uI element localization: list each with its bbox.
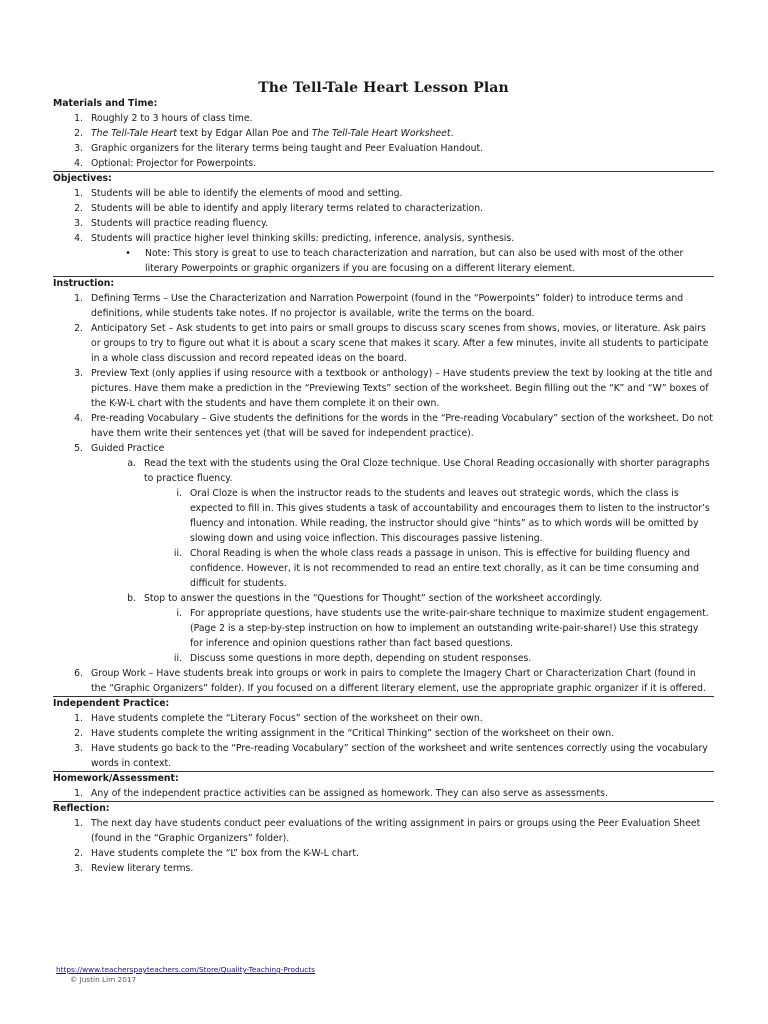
objectives-heading: Objectives: (53, 173, 112, 184)
list-item (53, 726, 714, 741)
list-number: 3. (74, 143, 83, 154)
list-number: 3. (74, 368, 83, 379)
instruction-heading: Instruction: (53, 278, 115, 289)
list-item (53, 711, 714, 726)
list-item (53, 666, 714, 696)
independent-practice-section (53, 696, 714, 771)
list-text: Pre-reading Vocabulary – Give students the definitions for the words in the “Pre-reading Vocabulary” section of the worksheet. Do not have them write their sentences yet (that will be saved for independent practice). (91, 413, 713, 439)
materials-section (53, 97, 714, 171)
page-title: The Tell-Tale Heart Lesson Plan (258, 80, 509, 96)
list-text: Students will practice higher level thinking skills: predicting, inference, analysis, synthesis. (91, 233, 515, 244)
reflection-heading: Reflection: (53, 803, 110, 814)
copyright-text: © Justin Lim 2017 (70, 975, 137, 984)
sub-list-item (53, 456, 714, 486)
list-text: Choral Reading is when the whole class reads a passage in unison. This is effective for building fluency and confidence. However, it is not recommended to read an entire text chorally, as it can be time consuming and difficult for students. (190, 548, 699, 589)
list-item (53, 846, 714, 861)
list-text (91, 126, 714, 141)
list-number: 1. (74, 818, 83, 829)
list-number: 1. (74, 113, 83, 124)
bullet-icon: • (125, 248, 131, 259)
story-title: The Tell-Tale Heart (91, 128, 177, 139)
list-text: The next day have students conduct peer evaluations of the writing assignment in pairs or groups using the Peer Evaluation Sheet (found in the “Graphic Organizers” folder). (91, 818, 701, 844)
list-number: 5. (74, 443, 83, 454)
list-item (53, 861, 714, 876)
instruction-section (53, 276, 714, 696)
list-roman: i. (176, 488, 182, 499)
list-text: Stop to answer the questions in the “Questions for Thought” section of the worksheet accordingly. (144, 593, 602, 604)
list-text: Any of the independent practice activities can be assigned as homework. They can also serve as assessments. (91, 788, 608, 799)
list-item (53, 111, 714, 126)
list-number: 4. (74, 233, 83, 244)
list-item (53, 411, 714, 441)
objectives-section (53, 171, 714, 276)
list-text: Have students complete the “L” box from the K-W-L chart. (91, 848, 359, 859)
list-number: 1. (74, 713, 83, 724)
list-text: Review literary terms. (91, 863, 194, 874)
lesson-plan-page (53, 76, 714, 876)
list-number: 2. (74, 848, 83, 859)
list-number: 1. (74, 293, 83, 304)
list-item (53, 816, 714, 846)
list-number: 6. (74, 668, 83, 679)
list-item (53, 741, 714, 771)
materials-heading: Materials and Time: (53, 98, 158, 109)
list-text: For appropriate questions, have students use the write-pair-share technique to maximize student engagement. (Page 2 is a step-by-step instruction on how to implement an outstanding write-pair-share!) Use this strategy for inference and opinion questions rather than fact based questions. (190, 608, 709, 649)
homework-section (53, 771, 714, 801)
list-text: Students will practice reading fluency. (91, 218, 269, 229)
list-item (53, 231, 714, 246)
list-roman: ii. (173, 548, 182, 559)
list-text: Guided Practice (91, 443, 165, 454)
sub-sub-list-item (53, 546, 714, 591)
sub-sub-list-item (53, 606, 714, 651)
worksheet-title: The Tell-Tale Heart Worksheet (311, 128, 451, 139)
list-text: Oral Cloze is when the instructor reads to the students and leaves out strategic words, which the class is expected to fill in. This gives students a task of accountability and encourages them to listen to the instructor’s fluency and intonation. While reading, the instructor should give “hints” as to which words will be omitted by slowing down and using voice inflection. This discourages passive listening. (190, 488, 710, 544)
list-item (53, 786, 714, 801)
list-item (53, 141, 714, 156)
list-letter: a. (127, 458, 136, 469)
list-item (53, 216, 714, 231)
list-text: Read the text with the students using the Oral Cloze technique. Use Choral Reading occasionally with shorter paragraphs to practice fluency. (144, 458, 710, 484)
list-text: Preview Text (only applies if using resource with a textbook or anthology) – Have students preview the text by looking at the title and pictures. Have them make a prediction in the “Previewing Texts” section of the worksheet. Begin filling out the “K” and “W” boxes of the K-W-L chart with the students and have them complete it on their own. (91, 368, 713, 409)
list-text-part: . (450, 128, 454, 139)
list-text: Group Work – Have students break into groups or work in pairs to complete the Imagery Chart or Characterization Chart (found in the “Graphic Organizers” folder). If you focused on a different literary element, use the appropriate graphic organizer if it is offered. (91, 668, 706, 694)
list-number: 4. (74, 413, 83, 424)
list-text: Anticipatory Set – Ask students to get into pairs or small groups to discuss scary scenes from shows, movies, or literature. Ask pairs or groups to try to figure out what it is about a scary scene that makes it scary. After a few minutes, invite all students to participate in a whole class discussion and record repeated ideas on the board. (91, 323, 709, 364)
list-number: 4. (74, 158, 83, 169)
sub-sub-list-item (53, 486, 714, 546)
list-text: Optional: Projector for Powerpoints. (91, 158, 257, 169)
list-roman: i. (176, 608, 182, 619)
list-item (53, 291, 714, 321)
list-text: Roughly 2 to 3 hours of class time. (91, 113, 253, 124)
list-item (53, 441, 714, 456)
note-bullet-item (53, 246, 714, 276)
list-text: Graphic organizers for the literary terms being taught and Peer Evaluation Handout. (91, 143, 484, 154)
list-text: Have students complete the writing assignment in the “Critical Thinking” section of the worksheet on their own. (91, 728, 615, 739)
list-number: 2. (74, 323, 83, 334)
list-item (53, 126, 714, 141)
note-text: Note: This story is great to use to teach characterization and narration, but can also be used with most of the other literary Powerpoints or graphic organizers if you are focusing on a different literary element. (145, 248, 684, 274)
list-number: 3. (74, 218, 83, 229)
sub-list-item (53, 591, 714, 606)
list-number: 1. (74, 788, 83, 799)
list-item (53, 186, 714, 201)
list-number: 2. (74, 728, 83, 739)
list-item (53, 321, 714, 366)
list-number: 3. (74, 863, 83, 874)
list-roman: ii. (173, 653, 182, 664)
list-text: Discuss some questions in more depth, depending on student responses. (190, 653, 532, 664)
list-text: Have students go back to the “Pre-reading Vocabulary” section of the worksheet and write sentences correctly using the vocabulary words in context. (91, 743, 708, 769)
independent-practice-heading: Independent Practice: (53, 698, 170, 709)
sub-sub-list-item (53, 651, 714, 666)
homework-heading: Homework/Assessment: (53, 773, 179, 784)
list-text: Students will be able to identify and apply literary terms related to characterization. (91, 203, 484, 214)
list-number: 2. (74, 203, 83, 214)
list-number: 1. (74, 188, 83, 199)
list-number: 3. (74, 743, 83, 754)
list-item (53, 156, 714, 171)
list-letter: b. (127, 593, 136, 604)
list-number: 2. (74, 128, 83, 139)
list-item (53, 366, 714, 411)
page-footer (56, 965, 315, 985)
list-text: Defining Terms – Use the Characterization and Narration Powerpoint (found in the “Powerpoints” folder) to introduce terms and definitions, while students take notes. If no projector is available, write the terms on the board. (91, 293, 684, 319)
list-item (53, 201, 714, 216)
reflection-section (53, 801, 714, 876)
list-text-part: text by Edgar Allan Poe and (176, 128, 312, 139)
list-text: Have students complete the “Literary Focus” section of the worksheet on their own. (91, 713, 483, 724)
store-link[interactable]: https://www.teacherspayteachers.com/Store/Quality-Teaching-Products (56, 965, 315, 974)
list-text: Students will be able to identify the elements of mood and setting. (91, 188, 403, 199)
